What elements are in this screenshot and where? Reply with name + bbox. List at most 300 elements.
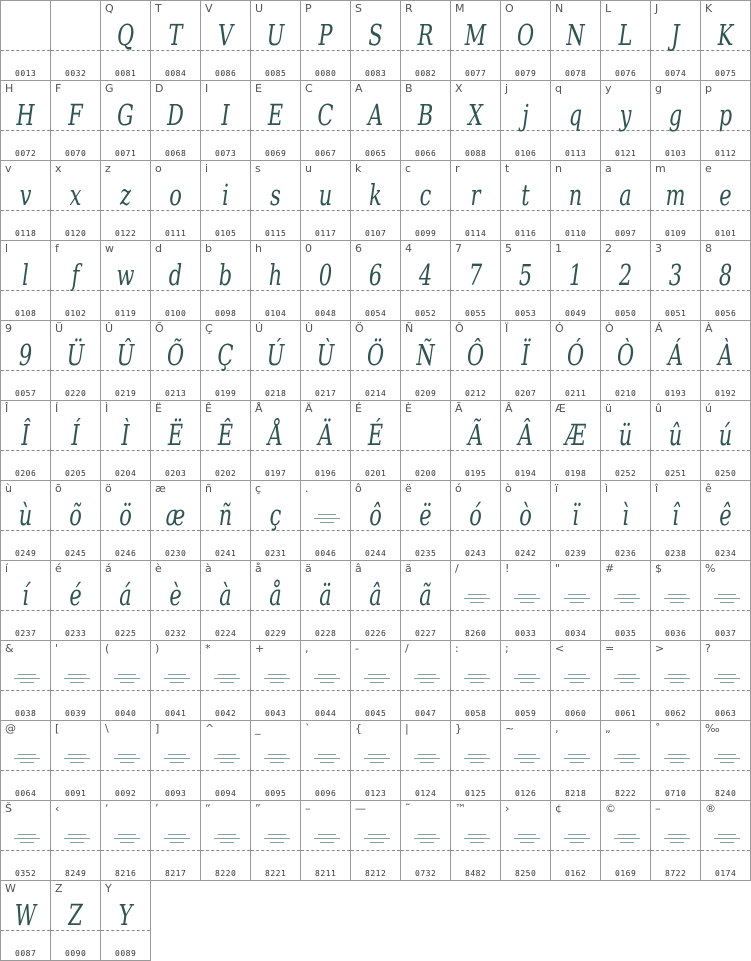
glyph-cell-label: Ñ	[405, 322, 414, 335]
glyph-sample: g	[668, 98, 683, 132]
glyph-code: 0204	[115, 469, 137, 478]
glyph-cell	[550, 320, 601, 401]
baseline-guide	[701, 610, 750, 611]
glyph-code: 0047	[415, 709, 437, 718]
glyph-cell	[200, 80, 251, 161]
glyph-code: 0069	[265, 149, 287, 158]
placeholder-stamp-icon	[713, 834, 741, 848]
glyph-cell-label: U	[255, 2, 264, 15]
glyph-cell-label: h	[255, 242, 262, 255]
baseline-guide	[301, 850, 350, 851]
glyph-cell	[650, 80, 701, 161]
glyph-cell-label: à	[205, 562, 212, 575]
glyph-code: 0102	[65, 309, 87, 318]
baseline-guide	[201, 770, 250, 771]
glyph-code: 0034	[565, 629, 587, 638]
glyph-cell	[650, 0, 701, 81]
glyph-code: 0064	[15, 789, 37, 798]
glyph-cell-label: Ò	[605, 322, 614, 335]
glyph-code: 0244	[365, 549, 387, 558]
glyph-cell-label: Ã	[455, 402, 463, 415]
glyph-cell-label: #	[605, 562, 615, 575]
glyph-code: 0105	[215, 229, 237, 238]
baseline-guide	[651, 610, 700, 611]
glyph-cell	[100, 880, 151, 961]
baseline-guide	[701, 850, 750, 851]
glyph-cell-label: ]	[155, 722, 160, 735]
baseline-guide	[101, 690, 150, 691]
glyph-sample: ç	[269, 498, 282, 532]
glyph-cell	[300, 160, 351, 241]
glyph-code: 0198	[565, 469, 587, 478]
glyph-cell	[0, 560, 51, 641]
baseline-guide	[601, 770, 650, 771]
glyph-cell-label: )	[155, 642, 160, 655]
glyph-sample: k	[369, 178, 382, 212]
baseline-guide	[151, 690, 200, 691]
glyph-code: 0108	[15, 309, 37, 318]
glyph-cell	[450, 720, 501, 801]
glyph-sample: K	[717, 18, 734, 52]
glyph-sample: L	[618, 18, 633, 52]
glyph-cell-label: z	[105, 162, 111, 175]
glyph-code: 0234	[715, 549, 737, 558]
glyph-cell	[600, 240, 651, 321]
glyph-cell-label: á	[105, 562, 112, 575]
glyph-code: 0196	[315, 469, 337, 478]
glyph-cell	[400, 480, 451, 561]
glyph-cell-label: ù	[5, 482, 12, 495]
glyph-code: 0251	[665, 469, 687, 478]
glyph-cell-label: =	[605, 642, 615, 655]
glyph-cell	[500, 320, 551, 401]
glyph-cell-label: 1	[555, 242, 562, 255]
glyph-cell	[450, 240, 501, 321]
glyph-code: 0090	[65, 949, 87, 958]
glyph-cell-label: v	[5, 162, 12, 175]
glyph-code: 0122	[115, 229, 137, 238]
glyph-code: 0076	[615, 69, 637, 78]
glyph-cell-label: Ç	[205, 322, 213, 335]
placeholder-stamp-icon	[563, 834, 591, 848]
glyph-cell	[400, 800, 451, 881]
glyph-cell-label: u	[305, 162, 312, 175]
glyph-sample: s	[270, 178, 281, 212]
glyph-code: 0086	[215, 69, 237, 78]
glyph-sample: I	[221, 98, 230, 132]
glyph-cell	[250, 800, 301, 881]
glyph-sample: Â	[517, 418, 534, 452]
glyph-code: 0066	[415, 149, 437, 158]
glyph-sample: á	[119, 578, 132, 612]
glyph-sample: õ	[69, 498, 82, 532]
glyph-cell	[100, 320, 151, 401]
glyph-sample: è	[169, 578, 182, 612]
glyph-code: 8212	[365, 869, 387, 878]
glyph-sample: R	[417, 18, 434, 52]
glyph-cell	[500, 800, 551, 881]
glyph-cell	[50, 160, 101, 241]
glyph-cell-label: Õ	[155, 322, 164, 335]
glyph-sample: y	[619, 98, 632, 132]
glyph-sample: Ï	[521, 338, 530, 372]
glyph-cell	[250, 560, 301, 641]
glyph-cell	[400, 320, 451, 401]
glyph-cell	[400, 80, 451, 161]
baseline-guide	[1, 50, 50, 51]
glyph-cell	[650, 240, 701, 321]
glyph-sample: ê	[719, 498, 732, 532]
glyph-sample: Ä	[317, 418, 334, 452]
glyph-cell-label: m	[655, 162, 666, 175]
glyph-cell-label: d	[155, 242, 162, 255]
glyph-sample: q	[568, 98, 583, 132]
glyph-cell-label: ®	[705, 802, 716, 815]
glyph-cell	[0, 80, 51, 161]
glyph-sample: T	[168, 18, 183, 52]
glyph-cell-label: "	[555, 562, 561, 575]
glyph-code: 0107	[365, 229, 387, 238]
glyph-code: 0061	[615, 709, 637, 718]
placeholder-stamp-icon	[263, 674, 291, 688]
glyph-code: 0013	[15, 69, 37, 78]
glyph-sample: 8	[718, 258, 733, 292]
glyph-code: 0058	[465, 709, 487, 718]
glyph-sample: M	[464, 18, 487, 52]
glyph-cell	[350, 320, 401, 401]
glyph-cell	[600, 160, 651, 241]
glyph-code: 0070	[65, 149, 87, 158]
placeholder-stamp-icon	[463, 674, 491, 688]
glyph-sample: m	[665, 178, 686, 212]
glyph-cell-label: 5	[505, 242, 512, 255]
glyph-code: 0230	[165, 549, 187, 558]
glyph-cell-label: g	[655, 82, 662, 95]
glyph-cell-label: C	[305, 82, 313, 95]
glyph-cell	[350, 640, 401, 721]
glyph-cell	[450, 160, 501, 241]
glyph-code: 0049	[565, 309, 587, 318]
glyph-cell	[250, 160, 301, 241]
glyph-code: 0214	[365, 389, 387, 398]
glyph-cell-label: ™	[455, 802, 466, 815]
glyph-code: 0065	[365, 149, 387, 158]
glyph-cell	[150, 560, 201, 641]
baseline-guide	[301, 770, 350, 771]
glyph-cell	[0, 240, 51, 321]
glyph-cell	[150, 640, 201, 721]
glyph-cell	[600, 0, 651, 81]
glyph-cell-label: ;	[505, 642, 509, 655]
glyph-code: 0095	[265, 789, 287, 798]
glyph-code: 0074	[665, 69, 687, 78]
glyph-cell-label: l	[5, 242, 9, 255]
glyph-sample: æ	[165, 498, 186, 532]
glyph-code: 0213	[165, 389, 187, 398]
glyph-cell-label: –	[655, 802, 661, 815]
glyph-cell-label: H	[5, 82, 14, 95]
baseline-guide	[151, 770, 200, 771]
glyph-cell	[200, 800, 251, 881]
placeholder-stamp-icon	[113, 834, 141, 848]
placeholder-stamp-icon	[413, 674, 441, 688]
glyph-cell	[50, 0, 101, 81]
glyph-cell	[300, 0, 351, 81]
glyph-cell	[200, 320, 251, 401]
glyph-cell-label: x	[55, 162, 62, 175]
glyph-cell-label: r	[455, 162, 460, 175]
glyph-cell-label: Y	[105, 882, 112, 895]
placeholder-stamp-icon	[613, 594, 641, 608]
glyph-code: 0193	[665, 389, 687, 398]
glyph-cell-label: R	[405, 2, 413, 15]
glyph-cell-label: X	[455, 82, 463, 95]
glyph-cell	[400, 640, 451, 721]
glyph-cell	[200, 400, 251, 481]
glyph-code: 0072	[15, 149, 37, 158]
glyph-cell-label: ?	[705, 642, 711, 655]
placeholder-stamp-icon	[213, 674, 241, 688]
glyph-sample: r	[470, 178, 481, 212]
glyph-cell-label: Û	[105, 322, 114, 335]
baseline-guide	[451, 610, 500, 611]
glyph-cell	[0, 880, 51, 961]
glyph-sample: 9	[18, 338, 33, 372]
glyph-cell-label: '	[55, 642, 59, 655]
glyph-cell-label: t	[505, 162, 510, 175]
glyph-sample: Ô	[466, 338, 485, 372]
glyph-code: 8250	[515, 869, 537, 878]
glyph-cell	[600, 480, 651, 561]
placeholder-stamp-icon	[263, 754, 291, 768]
glyph-cell-label: K	[705, 2, 713, 15]
glyph-code: 0097	[615, 229, 637, 238]
glyph-cell	[500, 0, 551, 81]
glyph-cell-label: \	[105, 722, 109, 735]
glyph-code: 0077	[465, 69, 487, 78]
glyph-cell-label: ú	[705, 402, 712, 415]
placeholder-stamp-icon	[413, 834, 441, 848]
baseline-guide	[601, 610, 650, 611]
glyph-code: 0059	[515, 709, 537, 718]
glyph-cell	[0, 480, 51, 561]
glyph-cell-label: }	[455, 722, 462, 735]
glyph-cell-label: ì	[605, 482, 609, 495]
glyph-code: 0245	[65, 549, 87, 558]
glyph-cell-label: ô	[355, 482, 362, 495]
placeholder-stamp-icon	[463, 754, 491, 768]
glyph-cell-label: |	[405, 722, 409, 735]
glyph-sample: W	[14, 898, 37, 932]
glyph-code: 0125	[465, 789, 487, 798]
glyph-code: 0169	[615, 869, 637, 878]
glyph-cell	[550, 0, 601, 81]
glyph-cell-label: f	[55, 242, 59, 255]
glyph-sample: Ò	[616, 338, 635, 372]
baseline-guide	[601, 690, 650, 691]
glyph-cell	[100, 720, 151, 801]
glyph-code: 0099	[415, 229, 437, 238]
glyph-sample: b	[218, 258, 233, 292]
glyph-sample: Õ	[166, 338, 185, 372]
glyph-cell	[650, 640, 701, 721]
glyph-cell-label: n	[555, 162, 562, 175]
glyph-code: 0036	[665, 629, 687, 638]
glyph-sample: 6	[368, 258, 383, 292]
glyph-cell	[100, 240, 151, 321]
glyph-cell-label: Ä	[305, 402, 313, 415]
glyph-sample: Ü	[66, 338, 85, 372]
glyph-cell-label: ö	[105, 482, 112, 495]
glyph-code: 0033	[515, 629, 537, 638]
glyph-cell-label: ä	[305, 562, 312, 575]
glyph-sample: p	[718, 98, 733, 132]
glyph-cell-label: ©	[605, 802, 616, 815]
placeholder-stamp-icon	[213, 754, 241, 768]
glyph-cell	[100, 160, 151, 241]
glyph-cell	[150, 800, 201, 881]
placeholder-stamp-icon	[313, 674, 341, 688]
glyph-code: 0732	[415, 869, 437, 878]
placeholder-stamp-icon	[613, 754, 641, 768]
glyph-code: 0250	[715, 469, 737, 478]
glyph-cell-label: è	[155, 562, 162, 575]
glyph-cell	[550, 400, 601, 481]
baseline-guide	[51, 50, 100, 51]
glyph-cell-label: Ê	[205, 402, 212, 415]
glyph-cell	[350, 400, 401, 481]
glyph-code: 0236	[615, 549, 637, 558]
placeholder-stamp-icon	[663, 834, 691, 848]
glyph-cell-label: Ì	[105, 402, 109, 415]
glyph-code: 0352	[15, 869, 37, 878]
glyph-sample: ã	[419, 578, 432, 612]
glyph-sample: Ö	[366, 338, 385, 372]
glyph-code: 0199	[215, 389, 237, 398]
glyph-code: 0062	[665, 709, 687, 718]
glyph-cell	[650, 480, 701, 561]
glyph-cell	[450, 400, 501, 481]
glyph-cell	[200, 480, 251, 561]
glyph-code: 0243	[465, 549, 487, 558]
glyph-sample: h	[268, 258, 283, 292]
glyph-code: 0087	[15, 949, 37, 958]
placeholder-stamp-icon	[663, 674, 691, 688]
glyph-code: 0201	[365, 469, 387, 478]
glyph-cell-label: [	[55, 722, 60, 735]
placeholder-stamp-icon	[413, 754, 441, 768]
baseline-guide	[351, 850, 400, 851]
glyph-code: 0057	[15, 389, 37, 398]
glyph-cell-label: w	[105, 242, 114, 255]
glyph-cell-label: !	[505, 562, 510, 575]
glyph-code: 0103	[665, 149, 687, 158]
glyph-cell-label: É	[355, 402, 362, 415]
glyph-code: 0081	[115, 69, 137, 78]
glyph-code: 0051	[665, 309, 687, 318]
glyph-cell-label: Í	[55, 402, 59, 415]
placeholder-stamp-icon	[63, 674, 91, 688]
glyph-cell-label: ”	[255, 802, 261, 815]
baseline-guide	[501, 690, 550, 691]
glyph-cell	[700, 560, 751, 641]
glyph-cell-label: V	[205, 2, 213, 15]
glyph-code: 0217	[315, 389, 337, 398]
glyph-cell	[600, 720, 651, 801]
glyph-cell	[200, 560, 251, 641]
glyph-code: 0211	[565, 389, 587, 398]
glyph-code: 0110	[565, 229, 587, 238]
glyph-cell	[400, 160, 451, 241]
glyph-cell	[300, 320, 351, 401]
glyph-sample: Æ	[565, 418, 586, 452]
glyph-code: 0241	[215, 549, 237, 558]
glyph-cell-label: k	[355, 162, 362, 175]
glyph-cell-label: W	[5, 882, 16, 895]
glyph-code: 0229	[265, 629, 287, 638]
glyph-cell-label: Q	[105, 2, 114, 15]
glyph-sample: 4	[418, 258, 433, 292]
glyph-code: 0710	[665, 789, 687, 798]
glyph-cell	[650, 320, 701, 401]
glyph-sample: Ó	[566, 338, 585, 372]
glyph-cell	[550, 800, 601, 881]
glyph-sample: å	[269, 578, 282, 612]
glyph-sample: Á	[667, 338, 684, 372]
baseline-guide	[501, 610, 550, 611]
glyph-sample: a	[619, 178, 632, 212]
glyph-cell-label: &	[5, 642, 14, 655]
glyph-cell-label: c	[405, 162, 412, 175]
glyph-code: 8240	[715, 789, 737, 798]
glyph-code: 0089	[115, 949, 137, 958]
glyph-cell	[150, 160, 201, 241]
glyph-cell	[650, 720, 701, 801]
glyph-sample: Q	[116, 18, 135, 52]
glyph-code: 0220	[65, 389, 87, 398]
baseline-guide	[451, 690, 500, 691]
glyph-code: 0052	[415, 309, 437, 318]
glyph-sample: Z	[68, 898, 83, 932]
glyph-sample: Å	[267, 418, 284, 452]
glyph-cell	[550, 480, 601, 561]
glyph-cell-label: –	[305, 802, 311, 815]
placeholder-stamp-icon	[463, 834, 491, 848]
glyph-sample: É	[367, 418, 384, 452]
glyph-cell-label: ‹	[55, 802, 60, 815]
glyph-cell	[150, 720, 201, 801]
glyph-code: 0048	[315, 309, 337, 318]
glyph-cell-label: P	[305, 2, 312, 15]
glyph-cell	[300, 480, 351, 561]
glyph-cell	[450, 480, 501, 561]
glyph-cell	[100, 400, 151, 481]
glyph-cell	[300, 400, 351, 481]
glyph-cell	[700, 160, 751, 241]
baseline-guide	[401, 770, 450, 771]
glyph-code: 0203	[165, 469, 187, 478]
glyph-sample: c	[419, 178, 432, 212]
glyph-cell-label: +	[255, 642, 265, 655]
baseline-guide	[101, 850, 150, 851]
glyph-sample: Ù	[316, 338, 335, 372]
glyph-cell-label: a	[605, 162, 612, 175]
glyph-cell	[600, 320, 651, 401]
glyph-cell-label: Æ	[555, 402, 566, 415]
glyph-cell-label: ã	[405, 562, 412, 575]
glyph-cell-label: Î	[5, 402, 9, 415]
baseline-guide	[301, 690, 350, 691]
